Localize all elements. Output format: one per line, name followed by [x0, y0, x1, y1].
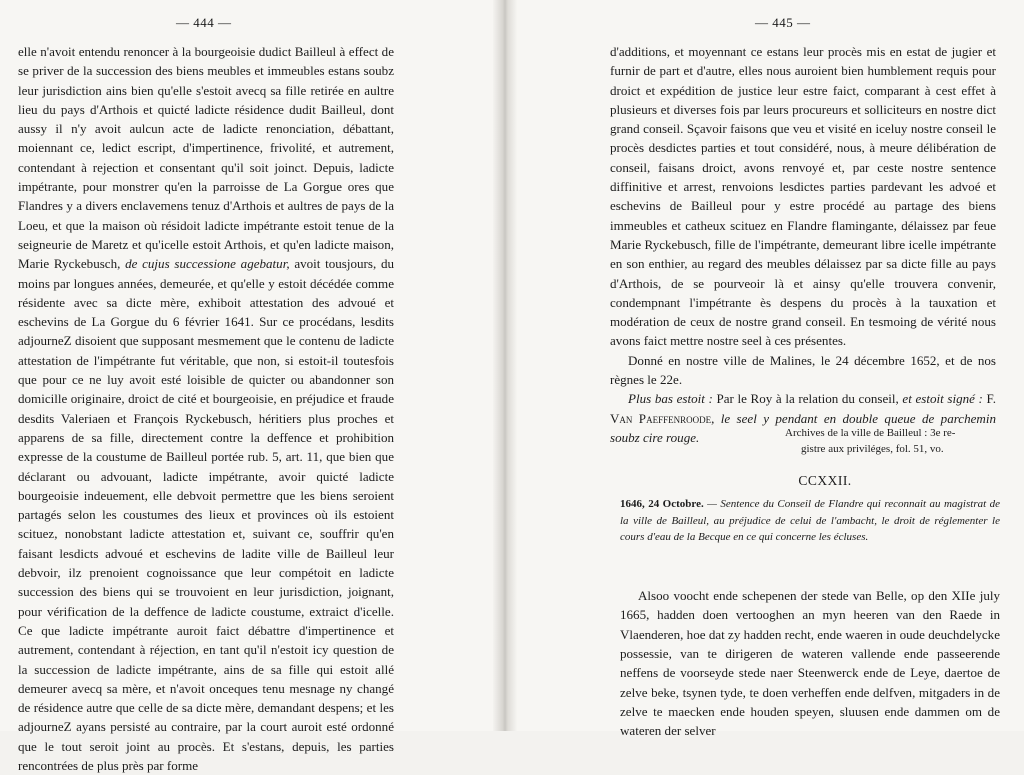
flemish-text: Alsoo voocht ende schepenen der stede van Belle, op den XIIe july 1665, hadden doen vertooghen an myn heeren van den Raede in Vlaenderen, hoe dat zy hadden recht, ende waeren in oude deuchdelycke possessie, van te dirigeren de wateren vallende ende passeerende neffens de voorseyde stede naer Steenwerck ende de Leye, daertoe de zelve beke, tsynen tyde, te doen verheffen ende delfven, mitgaders in de zelve te maecken ende houden speyen, sluusen ende dammen om de wateren der selver	[620, 588, 1000, 739]
right-page-number: — 445 —	[755, 15, 811, 30]
right-page-body	[610, 42, 996, 447]
signature-label-2: et estoit signé :	[902, 391, 983, 407]
archive-line-1: Archives de la ville de Bailleul : 3e re-	[785, 427, 956, 439]
archive-reference	[785, 425, 1005, 457]
right-paragraph-1: d'additions, et moyennant ce estans leur procès mis en estat de jugier et furnir de part et d'autre, elles nous auroient bien humblement requis pour droict et expédition de justice leur estre faict, comparant à cest effet à plusieurs et diverses fois par leurs procureurs et solliciteurs en nostre dict grand conseil. Sçavoir faisons que veu et visité en iceluy nostre conseil le procès desdictes parties et tout considéré, nous, à meure délibération de conseil, faisans droict, avons renvoyé et, par ceste nostre sentence diffinitive et arrest, renvoions lesdictes parties pardevant les advoé et eschevins de Bailleul pour y estre procédé au partage des biens immeubles et catheux scituez en Flandre flamingante, délaissez par feue Marie Ryckebusch, fille de l'impétrante, demeurant libre icelle impétrante en son enthier, au regard des meubles délaissez par sa dicte fille au pays d'Arthois, de se pourveoir là et ainsy qu'elle trouvera convenir, condempnant l'impétrante ès despens du procès à la tauxation et modération de ceux de nostre grand conseil. En tesmoing de vérité nous avons faict mettre nostre seel à ces présentes.	[610, 44, 996, 349]
signature-label-1: Plus bas estoit :	[628, 391, 713, 407]
document-summary	[620, 496, 1000, 546]
summary-date: 1646, 24 Octobre.	[620, 498, 704, 510]
flemish-paragraph	[620, 573, 1000, 753]
left-italic-phrase: de cujus successione agebatur,	[125, 256, 290, 272]
signature-text-1: Par le Roy à la relation du conseil,	[716, 391, 899, 407]
left-page-paragraph	[18, 42, 394, 775]
left-text-before-italic: elle n'avoit entendu renoncer à la bourgeoisie dudict Bailleul à effect de se priver de la succession des biens meubles et immeubles estans soubz leur jurisdiction ains bien qu'elle s'estoit avecq sa fille retirée en aultre lieu du pays d'Arthois et quicté ladicte résidence dudit Bailleul, dont aussy il n'y avoit aulcun acte de ladicte renonciation, débattant, moiennant ce, ledict escript, d'impertinence, frivolité, et autrement, contendant à rejection et consentant qu'il soit joinct. Depuis, ladicte impétrante, pour monstrer qu'en la parroisse de La Gorgue ores que Flandres y a divers enclavemens tenuz d'Arthois et aultres de pays de la Loeu, et que la maison où résidoit ladicte impétrante estoit tenue de la seigneurie de Maretz et qu'icelle estoit Arthois, et qu'en ladicte maison, Marie Ryckebusch,	[18, 44, 394, 272]
left-text-after-italic: avoit tousjours, du moins par longues années, demeurée, et qu'elle y estoit décédée comme résidente avec sa dicte mère, exhiboit attestation des advoué et eschevins de La Gorgue du 6 février 1641. Sur ce procédans, lesdits adjourneZ disoient que supposant mesmement que le contenu de ladicte attestation de l'impétrante fut véritable, que non, si estoit-il toutesfois que pour ce ne luy avoit esté loisible de quicter ou abandonner son domicille originaire, droict de cité et bourgeoisie, en préjudice et fraude desdits Valeriaen et François Ryckebusch, héritiers plus proches et apparens de sa fille, directement contre la deffence et prohibition expresse de la coustume de Bailleul portée rub. 5, art. 11, que bien que déclarant ou advouant, ladicte impétrante, avoir quicté ladicte bourgeoisie indeuement, elle debvoit permettre que les biens seroient partagés selon les coustumes des lieux et provinces où ils estoient scituez, nonobstant ladicte attestation et, suivant ce, souffrir qu'en faisant lesdicts advoué et eschevins de ladite ville de Bailleul leur debvoir, ilz prenoient cognoissance que leur compétoit en ladicte succession des biens qui se trouvoient en leur jurisdiction, joignant, pour vérification de la deffence de ladicte coustume, extraict d'icelle. Ce que ladicte impétrante auroit faict débattre d'impertinence et autrement, contendant à réjection, en tant qu'il n'estoit icy question de la succession de ladicte impétrante, ains de sa fille qui estoit allé demeurer avecq sa mère, et n'avoit onceques tenu mesnage ny changé de résidence autre que celle de sa dicte mère, demandant despens; et les adjourneZ ayans persisté au contraire, par la court auroit esté ordonné que le tout seroit joint au procès. Et s'estans, depuis, les parties rencontrées de plus près par forme	[18, 256, 394, 773]
signature-text-2: le seel y pendant en double queue de parchemin soubz cire rouge.	[610, 410, 996, 445]
right-page	[505, 0, 1024, 739]
summary-text: — Sentence du Conseil de Flandre qui reconnait au magistrat de la ville de Bailleul, au préjudice de celui de l'ambacht, le droit de réglementer le cours d'eau de la Becque en ce qui concerne les écluses.	[620, 498, 1000, 543]
book-gutter	[493, 0, 517, 731]
document-number: CCXXII.	[798, 473, 852, 488]
archive-line-2: gistre aux priviléges, fol. 51, vo.	[801, 443, 944, 455]
signature-name: F. Van Paeffenroode,	[610, 391, 997, 426]
left-page-body	[18, 42, 394, 775]
left-page	[0, 0, 505, 773]
right-paragraph-2: Donné en nostre ville de Malines, le 24 décembre 1652, et de nos règnes le 22e.	[610, 352, 996, 388]
left-page-number: — 444 —	[176, 15, 232, 30]
